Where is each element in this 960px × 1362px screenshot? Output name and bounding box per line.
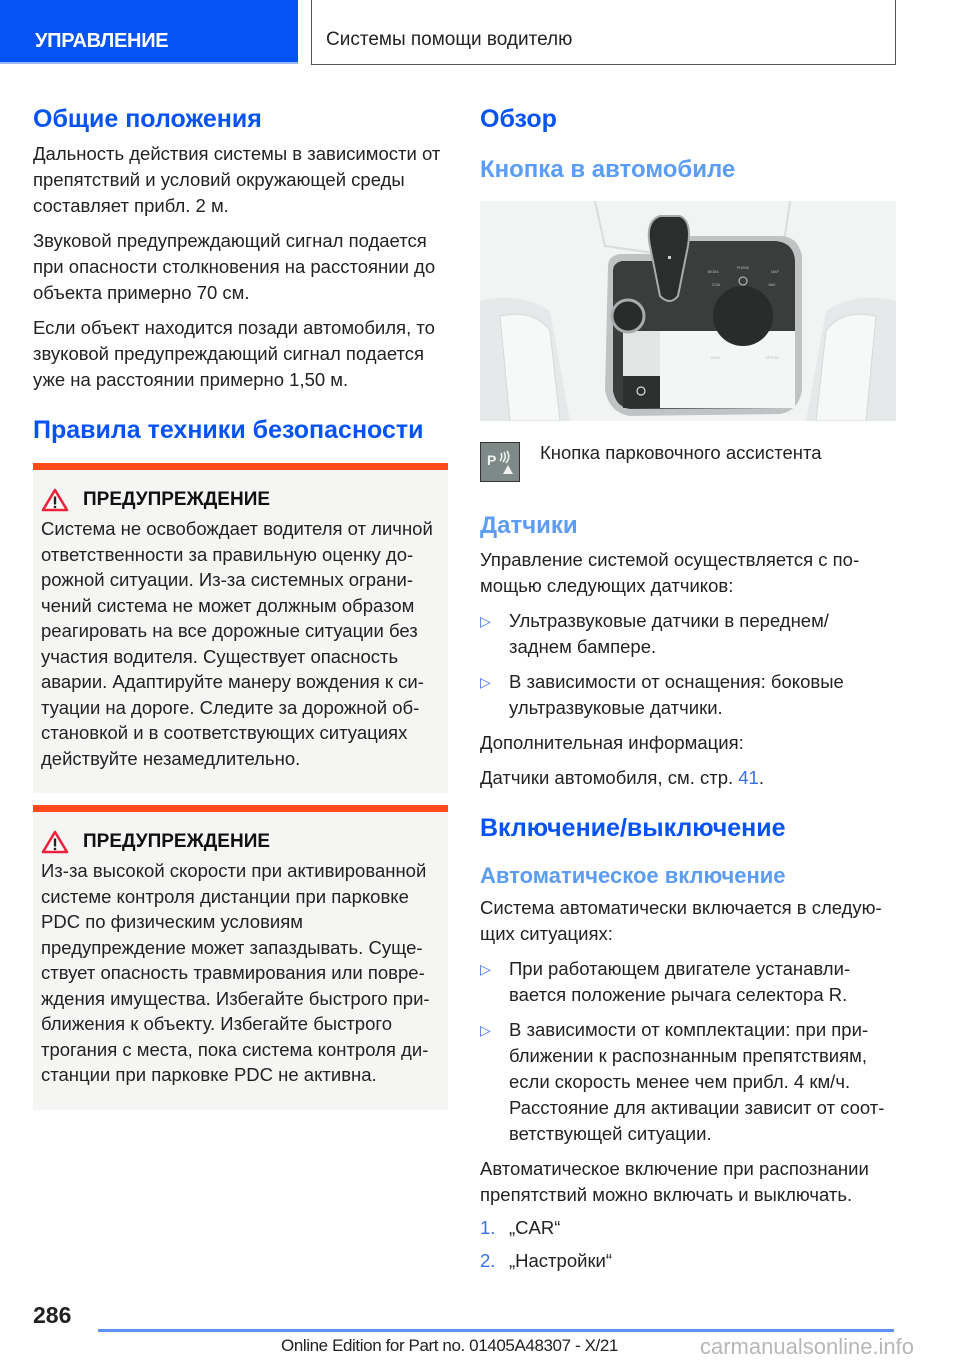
warning-text: Система не освобождает водителя от личной ответственности за правильную оценку дорожной ситуации. Из-за системных ограничений система не может должным образом реагировать на все дорожные ситуации без участия водителя. Существует опасность аварии. Адаптируйте манеру вождения к ситуации на дороге. Следите за дорожной обстановкой и в соответствующих ситуациях действуйте незамедлительно. xyxy=(41,518,433,769)
svg-text:MEDIA: MEDIA xyxy=(707,269,719,274)
list-item: ▷ При работающем двигателе устанавливается положение рычага селектора R. xyxy=(480,957,851,1005)
list-item: ▷ В зависимости от комплектации: при приближении к распознанным препятствиям, если скорость менее чем прибл. 4 км/ч. Расстояние для активации зависит от соответствующей ситуации. xyxy=(480,1018,885,1144)
right-column xyxy=(480,104,896,1274)
sensors-reference: Датчики автомобиля, см. стр. 41. xyxy=(480,766,764,788)
center-console-illustration xyxy=(480,201,896,421)
section-tab xyxy=(0,0,298,64)
warning-label: ПРЕДУПРЕЖДЕНИЕ xyxy=(83,489,271,510)
sensors-intro: Управление системой осуществляется с помощью следующих датчиков: xyxy=(480,548,860,596)
general-paragraph-2: Звуковой предупреждающий сигнал подается при опасности столкновения на расстоянии до объекта примерно 70 см. xyxy=(33,230,436,303)
page-number: 286 xyxy=(33,1302,72,1328)
svg-text:OPTION: OPTION xyxy=(765,355,779,360)
warning-title-row xyxy=(41,830,440,854)
bullet-triangle-icon: ▷ xyxy=(480,960,491,977)
onoff-heading: Включение/выключение xyxy=(480,813,786,842)
svg-text:COM: COM xyxy=(711,282,721,287)
left-column xyxy=(33,104,448,1110)
auto-on-note: Автоматическое включение при распознании препятствий можно включать и выключать. xyxy=(480,1157,869,1205)
chapter-header xyxy=(311,0,896,65)
general-paragraph-3: Если объект находится позади автомобиля, то звуковой предупреждающий сигнал подается уже на расстоянии примерно 1,50 м. xyxy=(33,317,435,390)
warning-box-1 xyxy=(33,463,448,793)
warning-text: Из-за высокой скорости при активированной системе контроля дистанции при парковке PDC по физическим условиям предупреждение может запаздывать. Существует опасность травмирования или повреждения имущества. Избегайте быстрого приближения к объекту. Избегайте быстрого трогания с места, пока система контроля дистанции при парковке PDC не активна. xyxy=(41,860,430,1085)
general-paragraph-1: Дальность действия системы в зависимости от препятствий и условий окружающей среды составляет прибл. 2 м. xyxy=(33,143,441,216)
list-item: ▷ В зависимости от оснащения: боковые ультразвуковые датчики. xyxy=(480,670,844,718)
overview-heading: Обзор xyxy=(480,105,557,133)
bullet-triangle-icon: ▷ xyxy=(480,1021,491,1038)
more-info-label: Дополнительная информация: xyxy=(480,731,744,753)
park-assist-button-row xyxy=(480,442,896,482)
settings-steps xyxy=(480,1215,896,1274)
page-reference-link[interactable]: 41 xyxy=(738,766,759,788)
warning-triangle-icon xyxy=(41,488,69,512)
bullet-triangle-icon: ▷ xyxy=(480,673,491,690)
warning-label: ПРЕДУПРЕЖДЕНИЕ xyxy=(83,831,271,852)
svg-text:P: P xyxy=(487,451,497,468)
park-assist-icon xyxy=(480,442,520,482)
general-heading: Общие положения xyxy=(33,105,262,133)
svg-text:NAV: NAV xyxy=(768,282,776,287)
edition-text: Online Edition for Part no. 01405A48307 - X/21 xyxy=(281,1336,618,1355)
auto-on-list xyxy=(480,956,896,1147)
auto-on-heading: Автоматическое включение xyxy=(480,862,786,888)
svg-text:PHONE: PHONE xyxy=(736,265,750,270)
warning-title-row xyxy=(41,488,440,512)
chapter-title: Системы помощи водителю xyxy=(326,29,573,50)
step-item: 2. „Настройки“ xyxy=(480,1249,613,1271)
sensors-heading: Датчики xyxy=(480,511,578,539)
section-tab-label: УПРАВЛЕНИЕ xyxy=(35,30,169,52)
svg-text:MAP: MAP xyxy=(771,269,779,274)
auto-on-intro: Система автоматически включается в следующих ситуациях: xyxy=(480,896,882,944)
park-assist-caption: Кнопка парковочного ассистента xyxy=(540,441,822,463)
svg-text:BACK: BACK xyxy=(711,355,721,360)
warning-box-2 xyxy=(33,805,448,1110)
center-console-image xyxy=(480,201,896,421)
footer-divider xyxy=(98,1329,894,1332)
warning-triangle-icon xyxy=(41,830,69,854)
watermark: carmanualsonline.info xyxy=(700,1334,915,1359)
step-item: 1. „CAR“ xyxy=(480,1216,561,1238)
bullet-triangle-icon: ▷ xyxy=(480,612,491,629)
sensors-list xyxy=(480,608,896,721)
safety-heading: Правила техники безопасности xyxy=(33,416,424,444)
button-in-car-heading: Кнопка в автомобиле xyxy=(480,156,736,183)
list-item: ▷ Ультразвуковые датчики в переднем/ заднем бампере. xyxy=(480,609,829,657)
